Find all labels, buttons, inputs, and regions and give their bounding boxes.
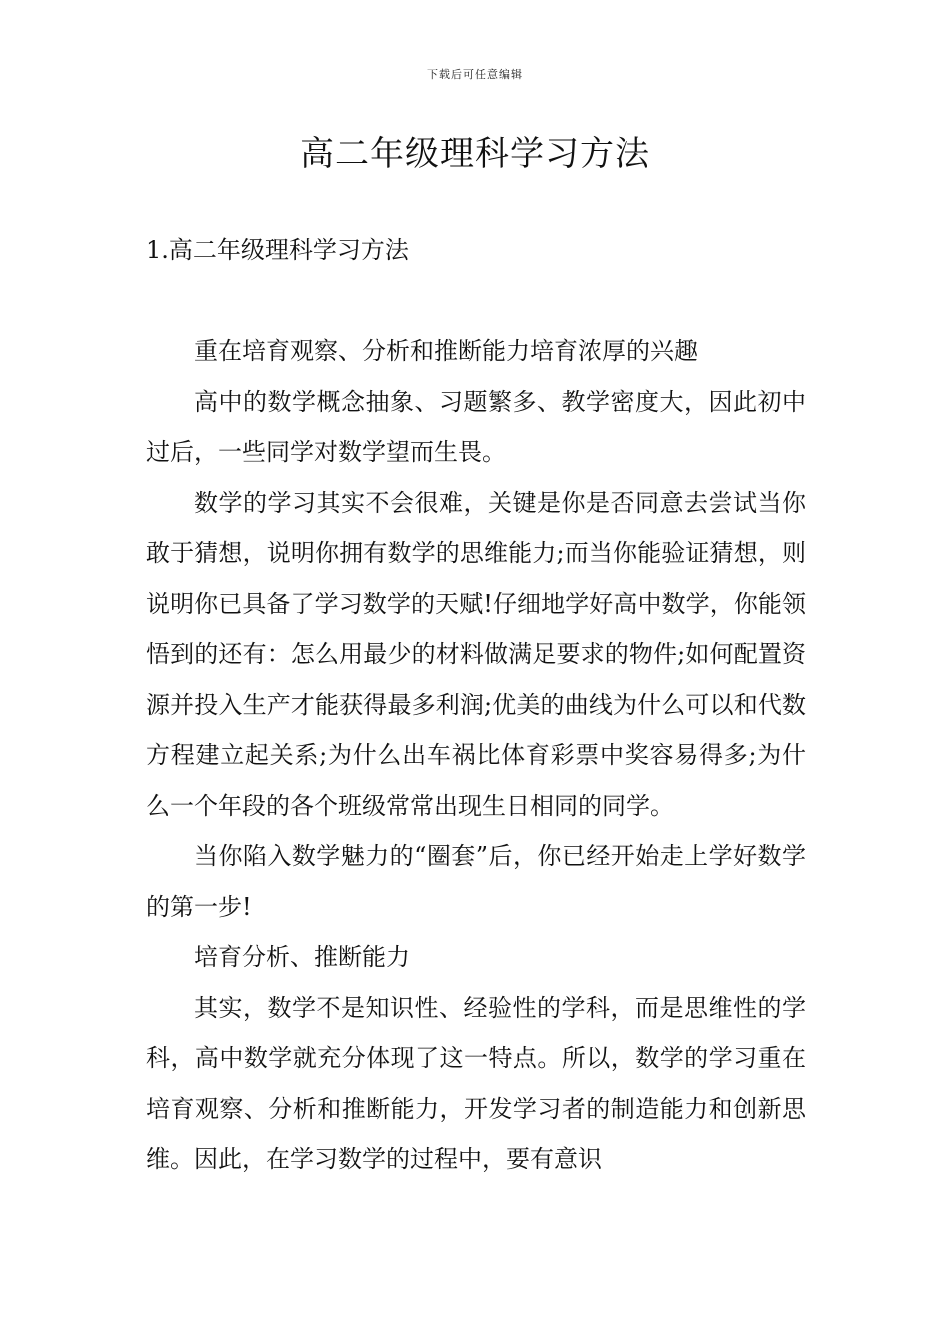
paragraph: 数学的学习其实不会很难，关键是你是否同意去尝试当你敢于猜想，说明你拥有数学的思维能力;而当你能验证猜想，则说明你已具备了学习数学的天赋!仔细地学好高中数学，你能领悟到的还有：怎么用最少的材料做满足要求的物件;如何配置资源并投入生产才能获得最多利润;优美的曲线为什么可以和代数方程建立起关系;为什么出车祸比体育彩票中奖容易得多;为什么一个年段的各个班级常常出现生日相同的同学。 (146, 488, 806, 820)
paragraph: 其实，数学不是知识性、经验性的学科，而是思维性的学科，高中数学就充分体现了这一特点。所以，数学的学习重在培育观察、分析和推断能力，开发学习者的制造能力和创新思维。因此，在学习数学的过程中，要有意识 (146, 993, 806, 1173)
subheading-interest: 重在培育观察、分析和推断能力培育浓厚的兴趣 (194, 337, 698, 365)
header-note: 下载后可任意编辑 (427, 68, 523, 81)
document-body (146, 326, 806, 1185)
subheading-analysis: 培育分析、推断能力 (194, 943, 410, 971)
paragraph: 当你陷入数学魅力的“圈套”后，你已经开始走上学好数学的第一步! (146, 842, 806, 921)
section-heading: 1.高二年级理科学习方法 (146, 236, 409, 264)
document-title: 高二年级理科学习方法 (300, 134, 650, 174)
paragraph: 高中的数学概念抽象、习题繁多、教学密度大，因此初中过后，一些同学对数学望而生畏。 (146, 387, 806, 466)
